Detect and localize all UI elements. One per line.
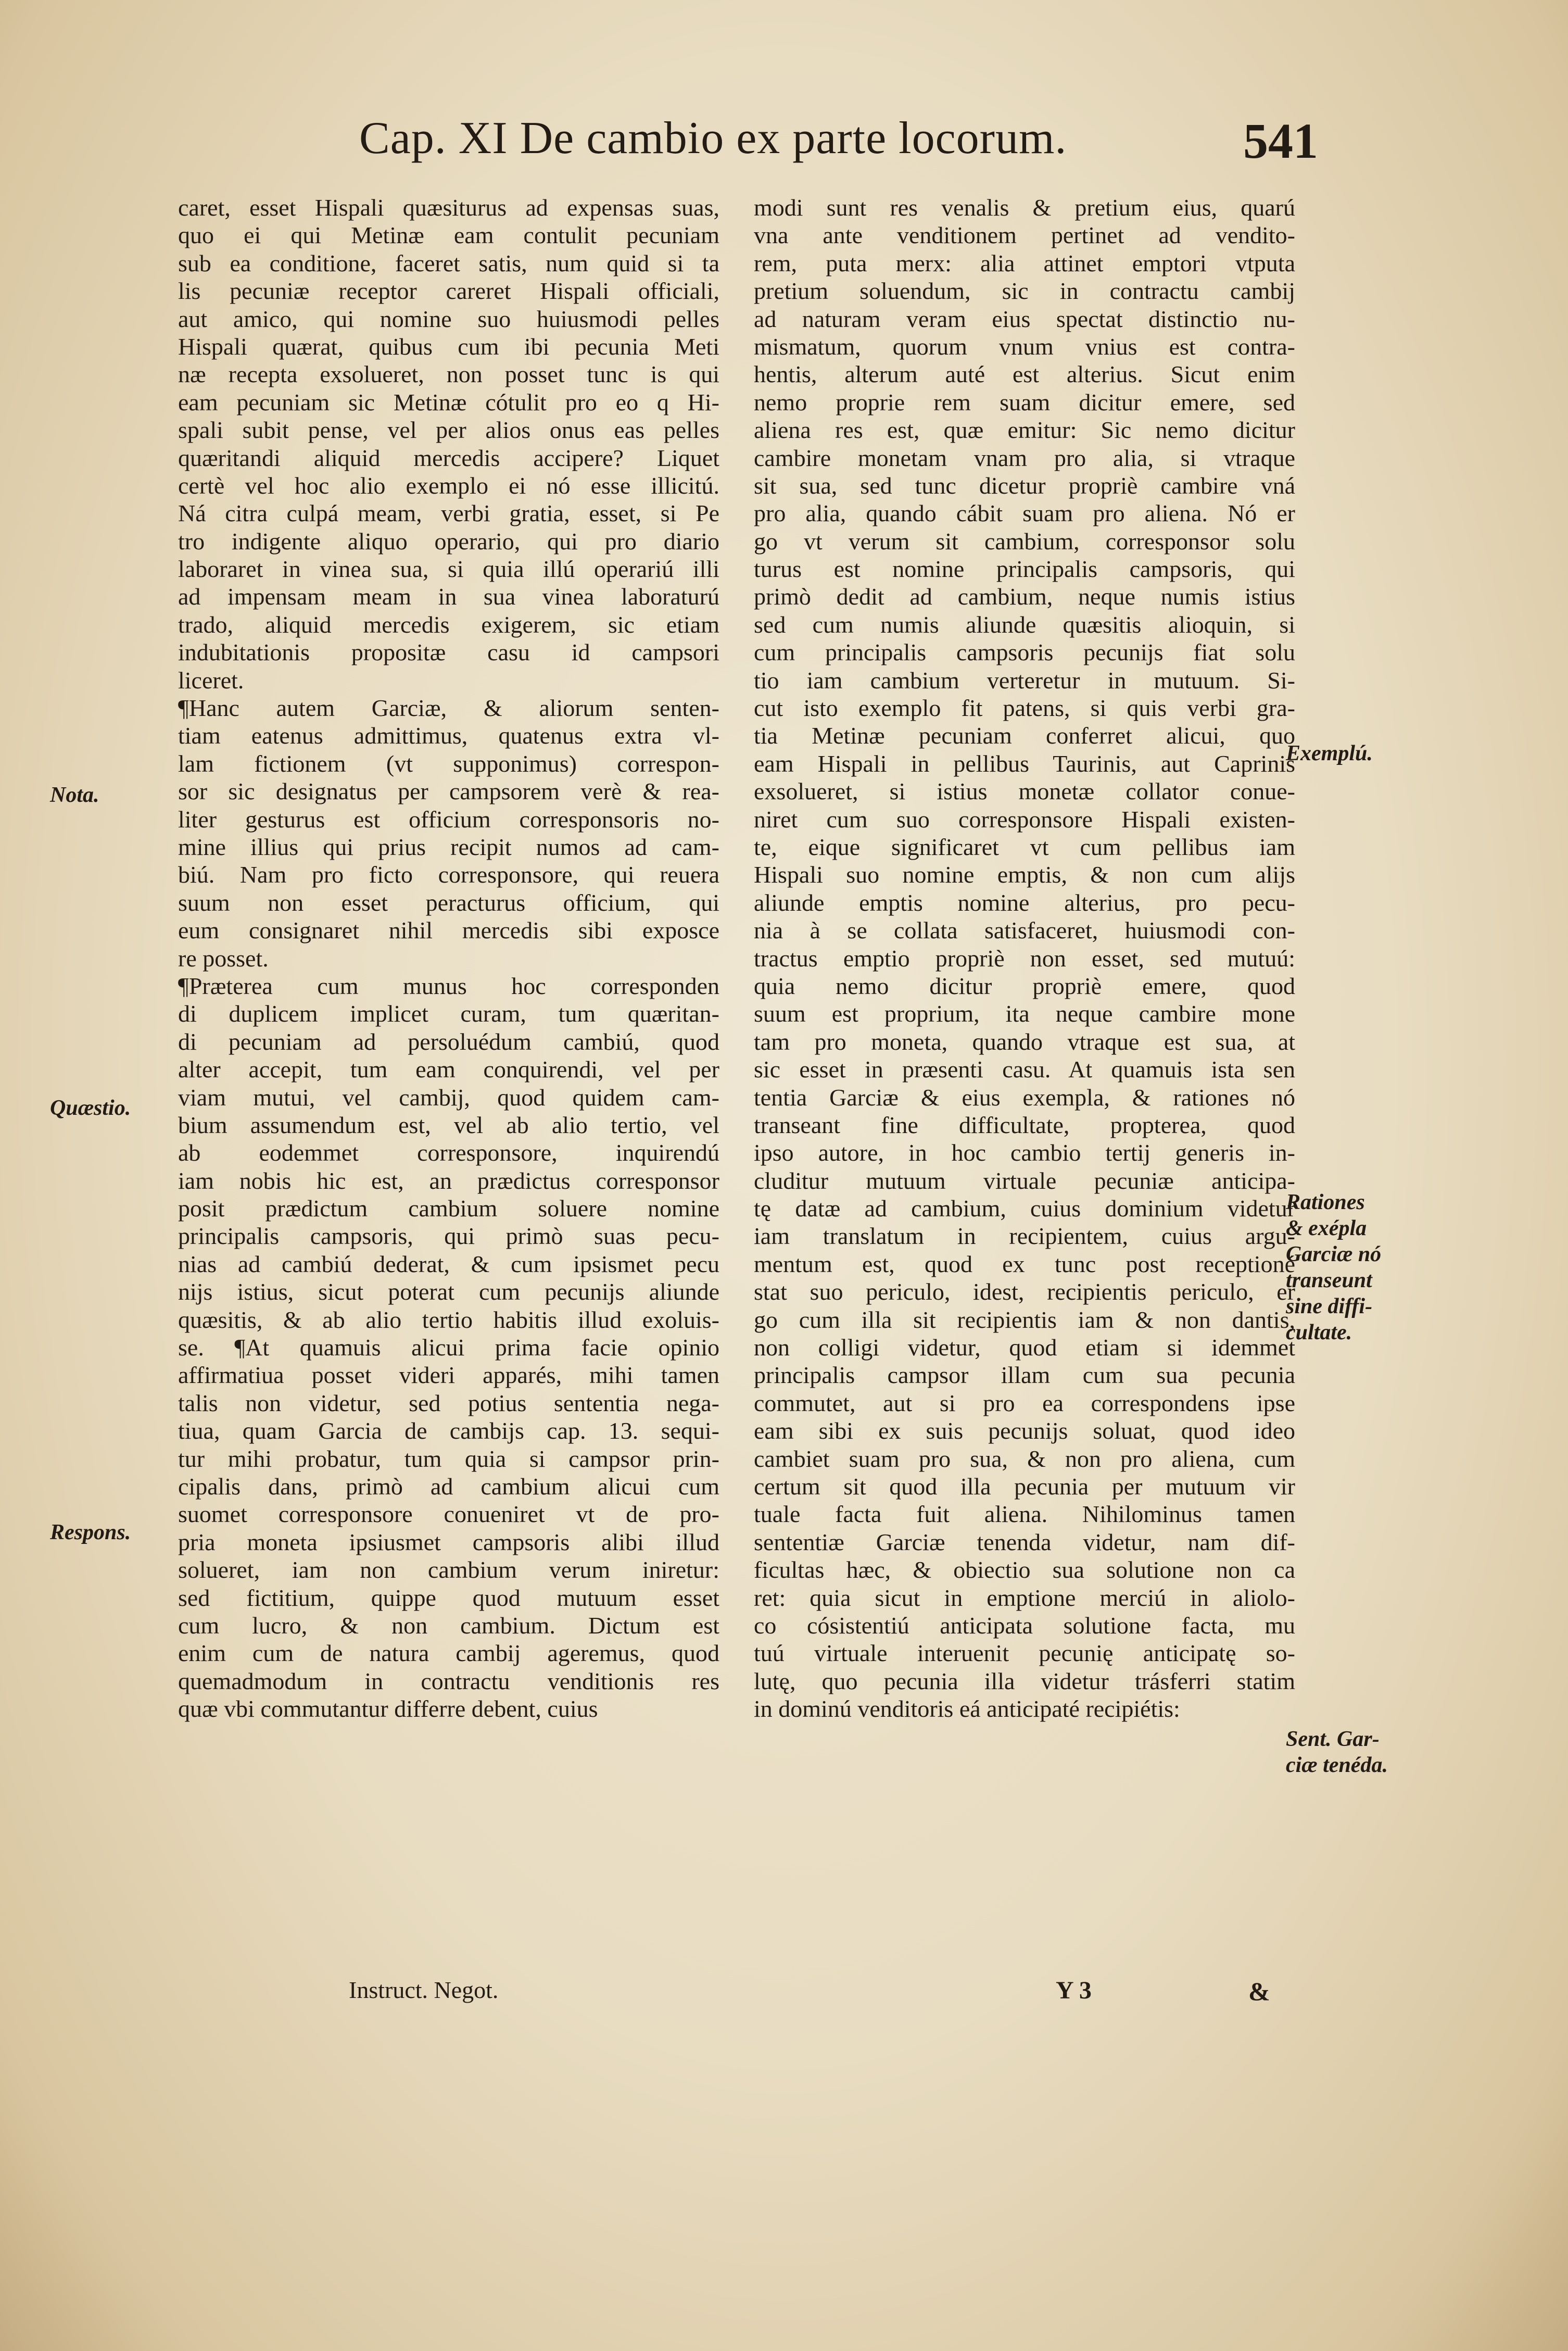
text-line: nia à se collata satisfaceret, huiusmodi con- xyxy=(754,917,1295,944)
text-line: ipso autore, in hoc cambio tertij generis in- xyxy=(754,1139,1295,1166)
text-line: turus est nomine principalis campsoris, qui xyxy=(754,556,1295,583)
text-line: caret, esset Hispali quæsiturus ad expensas suas, xyxy=(178,194,719,221)
text-line: principalis campsor illam cum sua pecunia xyxy=(754,1362,1295,1389)
text-line: eum consignaret nihil mercedis sibi exposce xyxy=(178,917,719,944)
text-line: enim cum de natura cambij ageremus, quod xyxy=(178,1640,719,1667)
text-line: Ná citra culpá meam, verbi gratia, esset, si Pe xyxy=(178,500,719,527)
text-line: tur mihi probatur, tum quia si campsor prin- xyxy=(178,1445,719,1472)
margin-note-respons: Respons. xyxy=(50,1520,131,1544)
text-line: ad naturam veram eius spectat distinctio nu- xyxy=(754,305,1295,332)
text-line: lutę, quo pecunia illa videtur trásferri statim xyxy=(754,1667,1295,1694)
text-line: tiua, quam Garcia de cambijs cap. 13. sequi- xyxy=(178,1417,719,1444)
text-line: suomet corresponsore conueniret vt de pro- xyxy=(178,1501,719,1528)
catchword: & xyxy=(1248,1977,1270,2006)
text-line: principalis campsoris, qui primò suas pecu- xyxy=(178,1223,719,1250)
text-line: go cum illa sit recipientis iam & non dantis, xyxy=(754,1306,1295,1333)
text-line: solueret, iam non cambium verum iniretur: xyxy=(178,1556,719,1583)
text-line: stat suo periculo, idest, recipientis periculo, er xyxy=(754,1278,1295,1305)
text-line: quæritandi aliquid mercedis accipere? Liquet xyxy=(178,444,719,471)
margin-note-sententia xyxy=(1286,1726,1388,1778)
text-line: transeant fine difficultate, propterea, quod xyxy=(754,1111,1295,1138)
text-line: nemo proprie rem suam dicitur emere, sed xyxy=(754,388,1295,416)
text-line: trado, aliquid mercedis exigerem, sic etiam xyxy=(178,611,719,638)
text-line: ab eodemmet corresponsore, inquirendú xyxy=(178,1139,719,1166)
text-line: tiam eatenus admittimus, quatenus extra vl- xyxy=(178,722,719,749)
margin-note-rationes-line: transeunt xyxy=(1286,1268,1372,1292)
text-line: mentum est, quod ex tunc post receptioné xyxy=(754,1250,1295,1277)
text-line: niret cum suo corresponsore Hispali existen- xyxy=(754,806,1295,833)
text-line: sit sua, sed tunc dicetur propriè cambire vná xyxy=(754,472,1295,499)
text-line: bium assumendum est, vel ab alio tertio, vel xyxy=(178,1111,719,1138)
text-line: cum principalis campsoris pecunijs fiat solu xyxy=(754,639,1295,666)
margin-note-exemplum: Exemplú. xyxy=(1286,741,1373,765)
text-line: tę datæ ad cambium, cuius dominium videtur xyxy=(754,1195,1295,1222)
text-line: Hispali suo nomine emptis, & non cum alijs xyxy=(754,861,1295,888)
text-line: ret: quia sicut in emptione merciú in aliolo- xyxy=(754,1584,1295,1611)
text-line: te, eique significaret vt cum pellibus iam xyxy=(754,833,1295,860)
text-line: cut isto exemplo fit patens, si quis verbi gra- xyxy=(754,695,1295,722)
text-line: tam pro moneta, quando vtraque est sua, at xyxy=(754,1028,1295,1055)
text-line: laboraret in vinea sua, si quia illú operariú illi xyxy=(178,556,719,583)
text-line: co cósistentiú anticipata solutione facta, mu xyxy=(754,1612,1295,1639)
text-line: sed fictitium, quippe quod mutuum esset xyxy=(178,1584,719,1611)
text-line: lis pecuniæ receptor careret Hispali officiali, xyxy=(178,278,719,305)
text-line: aliunde emptis nomine alterius, pro pecu- xyxy=(754,889,1295,916)
text-line: spali subit pense, vel per alios onus eas pelles xyxy=(178,417,719,444)
text-line: quia nemo dicitur propriè emere, quod xyxy=(754,972,1295,999)
text-line: sor sic designatus per campsorem verè & rea- xyxy=(178,778,719,805)
text-line: tractus emptio propriè non esset, sed mutuú: xyxy=(754,945,1295,972)
text-line: tio iam cambium verteretur in mutuum. Si- xyxy=(754,667,1295,694)
text-line: di pecuniam ad persoluédum cambiú, quod xyxy=(178,1028,719,1055)
text-line: cipalis dans, primò ad cambium alicui cum xyxy=(178,1473,719,1500)
text-line: næ recepta exsolueret, non posset tunc is qui xyxy=(178,361,719,388)
text-line: tentia Garciæ & eius exempla, & rationes nó xyxy=(754,1084,1295,1111)
text-line: nijs istius, sicut poterat cum pecunijs aliunde xyxy=(178,1278,719,1305)
text-line: lam fictionem (vt supponimus) correspon- xyxy=(178,750,719,777)
text-line: certè vel hoc alio exemplo ei nó esse illicitú. xyxy=(178,472,719,499)
text-line: iam nobis hic est, an prædictus corresponsor xyxy=(178,1167,719,1194)
text-line: exsolueret, si istius monetæ collator conue- xyxy=(754,778,1295,805)
signature-mark: Y 3 xyxy=(1056,1977,1092,2004)
text-line: liceret. xyxy=(178,667,244,694)
margin-note-rationes-line: Rationes xyxy=(1286,1190,1365,1214)
text-line: quæsitis, & ab alio tertio habitis illud exoluis- xyxy=(178,1306,719,1333)
text-line: pretium soluendum, sic in contractu cambij xyxy=(754,278,1295,305)
text-line: tia Metinæ pecuniam conferret alicui, quo xyxy=(754,722,1295,749)
margin-note-quaestio: Quæstio. xyxy=(50,1096,131,1120)
text-line: tuale facta fuit aliena. Nihilominus tamen xyxy=(754,1501,1295,1528)
text-line: ¶Præterea cum munus hoc corresponden xyxy=(178,972,719,999)
margin-note-sententia-line: Sent. Gar- xyxy=(1286,1727,1380,1751)
text-line: in dominú venditoris eá anticipaté recipiétis: xyxy=(754,1695,1180,1723)
text-line: suum non esset peracturus officium, qui xyxy=(178,889,719,916)
text-line: cum lucro, & non cambium. Dictum est xyxy=(178,1612,719,1639)
right-text-column xyxy=(754,194,1295,1723)
text-line: primò dedit ad cambium, neque numis istius xyxy=(754,583,1295,610)
margin-note-rationes-line: Garciæ nó xyxy=(1286,1242,1382,1266)
text-line: ficultas hæc, & obiectio sua solutione non ca xyxy=(754,1556,1295,1583)
footer-signature: Instruct. Negot. xyxy=(349,1977,499,2003)
text-line: pro alia, quando cábit suam pro aliena. Nó er xyxy=(754,500,1295,527)
text-line: aut amico, qui nomine suo huiusmodi pelles xyxy=(178,305,719,332)
left-text-column xyxy=(178,194,719,1723)
text-line: ad impensam meam in sua vinea laboraturú xyxy=(178,583,719,610)
text-line: cambiet suam pro sua, & non pro aliena, cum xyxy=(754,1445,1295,1472)
text-line: talis non videtur, sed potius sententia nega- xyxy=(178,1389,719,1416)
text-line: viam mutui, vel cambij, quod quidem cam- xyxy=(178,1084,719,1111)
text-line: quæ vbi commutantur differre debent, cuius xyxy=(178,1695,598,1723)
margin-note-sententia-line: ciæ tenéda. xyxy=(1286,1753,1388,1777)
text-line: iam translatum in recipientem, cuius argu- xyxy=(754,1223,1295,1250)
text-line: eam pecuniam sic Metinæ cótulit pro eo q Hi- xyxy=(178,388,719,416)
text-line: affirmatiua posset videri apparés, mihi tamen xyxy=(178,1362,719,1389)
margin-note-rationes-line: & exépla xyxy=(1286,1216,1367,1240)
text-line: liter gesturus est officium corresponsoris no- xyxy=(178,806,719,833)
text-line: rem, puta merx: alia attinet emptori vtputa xyxy=(754,249,1295,276)
text-line: se. ¶At quamuis alicui prima facie opinio xyxy=(178,1334,719,1361)
text-line: indubitationis propositæ casu id campsori xyxy=(178,639,719,666)
text-line: suum est proprium, ita neque cambire mone xyxy=(754,1000,1295,1027)
text-line: mine illius qui prius recipit numos ad cam- xyxy=(178,833,719,860)
text-line: quemadmodum in contractu venditionis res xyxy=(178,1667,719,1694)
text-line: quo ei qui Metinæ eam contulit pecuniam xyxy=(178,222,719,249)
text-line: ¶Hanc autem Garciæ, & aliorum senten- xyxy=(178,695,719,722)
text-line: non colligi videtur, quod etiam si idemmet xyxy=(754,1334,1295,1361)
text-line: Hispali quærat, quibus cum ibi pecunia Meti xyxy=(178,333,719,360)
text-line: hentis, alterum auté est alterius. Sicut enim xyxy=(754,361,1295,388)
text-line: sed cum numis aliunde quæsitis alioquin, si xyxy=(754,611,1295,638)
margin-note-rationes-line: cultate. xyxy=(1286,1321,1352,1344)
text-line: alter accepit, tum eam conquirendi, vel per xyxy=(178,1056,719,1083)
text-line: posit prædictum cambium soluere nomine xyxy=(178,1195,719,1222)
margin-note-nota: Nota. xyxy=(50,783,99,807)
text-line: certum sit quod illa pecunia per mutuum vir xyxy=(754,1473,1295,1500)
text-line: aliena res est, quæ emitur: Sic nemo dicitur xyxy=(754,417,1295,444)
text-line: eam sibi ex suis pecunijs soluat, quod ideo xyxy=(754,1417,1295,1444)
text-line: vna ante venditionem pertinet ad vendito- xyxy=(754,222,1295,249)
text-line: pria moneta ipsiusmet campsoris alibi illud xyxy=(178,1528,719,1555)
running-header xyxy=(359,112,1318,169)
margin-note-rationes xyxy=(1286,1189,1381,1346)
page-number: 541 xyxy=(1243,113,1318,169)
text-line: tuú virtuale interuenit pecunię anticipatę so- xyxy=(754,1640,1295,1667)
text-line: mismatum, quorum vnum vnius est contra- xyxy=(754,333,1295,360)
text-line: biú. Nam pro ficto corresponsore, qui reuera xyxy=(178,861,719,888)
text-line: go vt verum sit cambium, corresponsor solu xyxy=(754,527,1295,555)
text-line: di duplicem implicet curam, tum quæritan- xyxy=(178,1000,719,1027)
text-line: sic esset in præsenti casu. At quamuis ista sen xyxy=(754,1056,1295,1083)
text-line: sub ea conditione, faceret satis, num quid si ta xyxy=(178,249,719,276)
text-line: commutet, aut si pro ea correspondens ipse xyxy=(754,1389,1295,1416)
text-line: tro indigente aliquo operario, qui pro diario xyxy=(178,527,719,555)
text-line: nias ad cambiú dederat, & cum ipsismet pecu xyxy=(178,1250,719,1277)
chapter-title: Cap. XI De cambio ex parte locorum. xyxy=(359,113,1067,164)
text-line: eam Hispali in pellibus Taurinis, aut Caprinis xyxy=(754,750,1295,777)
text-line: sententiæ Garciæ tenenda videtur, nam dif- xyxy=(754,1528,1295,1555)
text-line: cluditur mutuum virtuale pecuniæ anticipa- xyxy=(754,1167,1295,1194)
text-line: modi sunt res venalis & pretium eius, quarú xyxy=(754,194,1295,221)
text-line: re posset. xyxy=(178,945,269,972)
text-line: cambire monetam vnam pro alia, si vtraque xyxy=(754,444,1295,471)
margin-note-rationes-line: sine diffi- xyxy=(1286,1294,1373,1318)
